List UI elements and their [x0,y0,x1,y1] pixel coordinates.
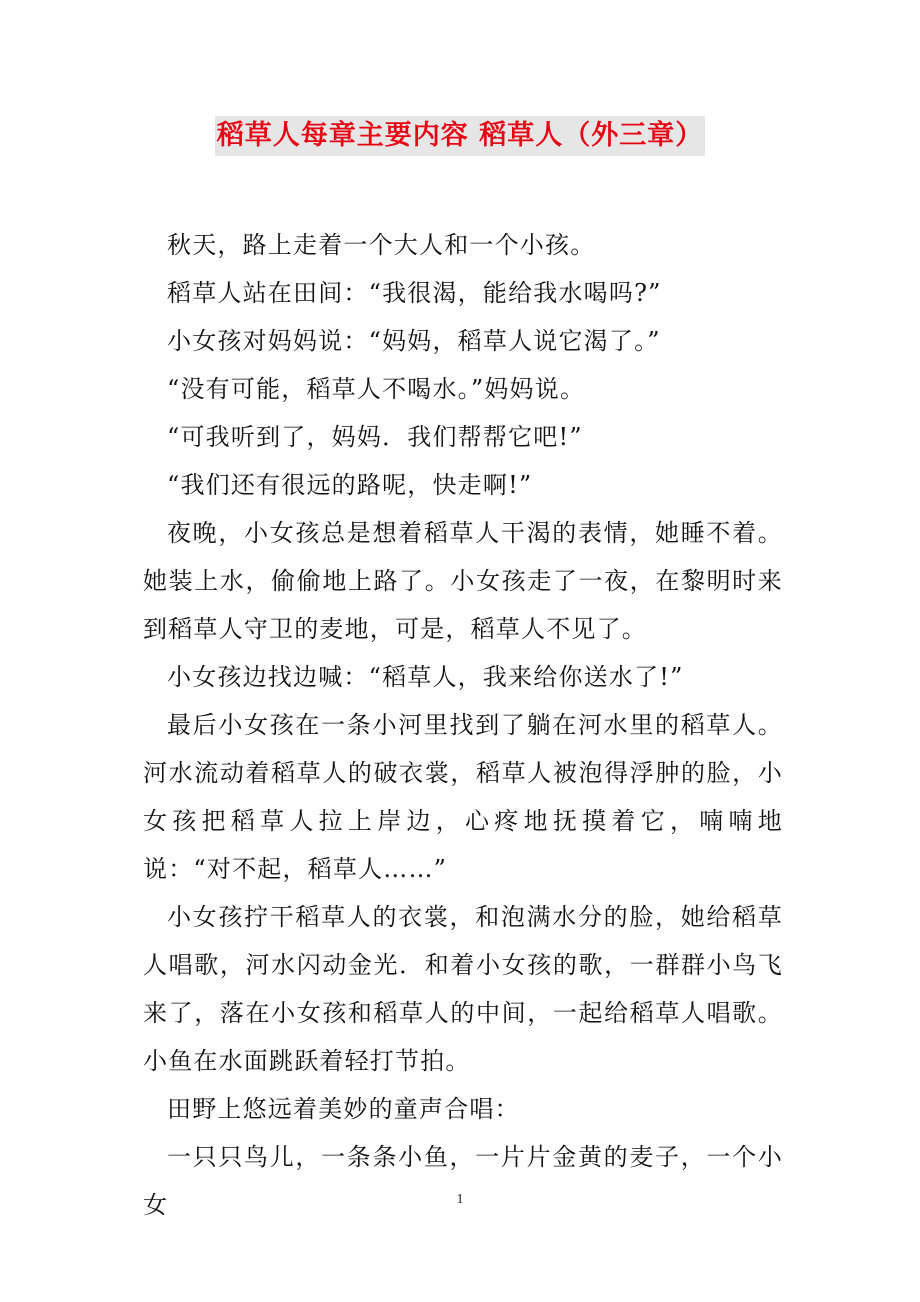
page-number: 1 [456,1192,464,1207]
paragraph: 小女孩边找边喊：“稻草人，我来给你送水了!” [167,663,684,691]
title-container [0,116,920,156]
paragraph: 夜晚，小女孩总是想着稻草人干渴的表情，她睡不着。她装上水，偷偷地上路了。小女孩走了一夜，在黎明时来到稻草人守卫的麦地，可是，稻草人不见了。 [143,519,783,643]
paragraph: “我们还有很远的路呢，快走啊!” [167,471,533,499]
paragraph: “没有可能，稻草人不喝水。”妈妈说。 [167,375,586,403]
paragraph: 最后小女孩在一条小河里找到了躺在河水里的稻草人。河水流动着稻草人的破衣裳，稻草人被泡得浮肿的脸，小女孩把稻草人拉上岸边，心疼地抚摸着它，喃喃地说：“对不起，稻草人……” [143,711,783,883]
document-body [143,221,783,1229]
paragraph: 秋天，路上走着一个大人和一个小孩。 [167,231,596,259]
paragraph: 小女孩拧干稻草人的衣裳，和泡满水分的脸，她给稻草人唱歌，河水闪动金光．和着小女孩的歌，一群群小鸟飞来了，落在小女孩和稻草人的中间，一起给稻草人唱歌。小鱼在水面跳跃着轻打节拍。 [143,903,783,1075]
document-title: 稻草人每章主要内容 稻草人（外三章） [215,116,705,156]
paragraph: 田野上悠远着美妙的童声合唱： [167,1095,520,1123]
paragraph: 稻草人站在田间：“我很渴，能给我水喝吗?” [167,279,662,307]
paragraph: “可我听到了，妈妈．我们帮帮它吧!” [167,423,583,451]
paragraph: 一只只鸟儿，一条条小鱼，一片片金黄的麦子，一个小女 [143,1143,783,1219]
paragraph: 小女孩对妈妈说：“妈妈，稻草人说它渴了。” [167,327,661,355]
